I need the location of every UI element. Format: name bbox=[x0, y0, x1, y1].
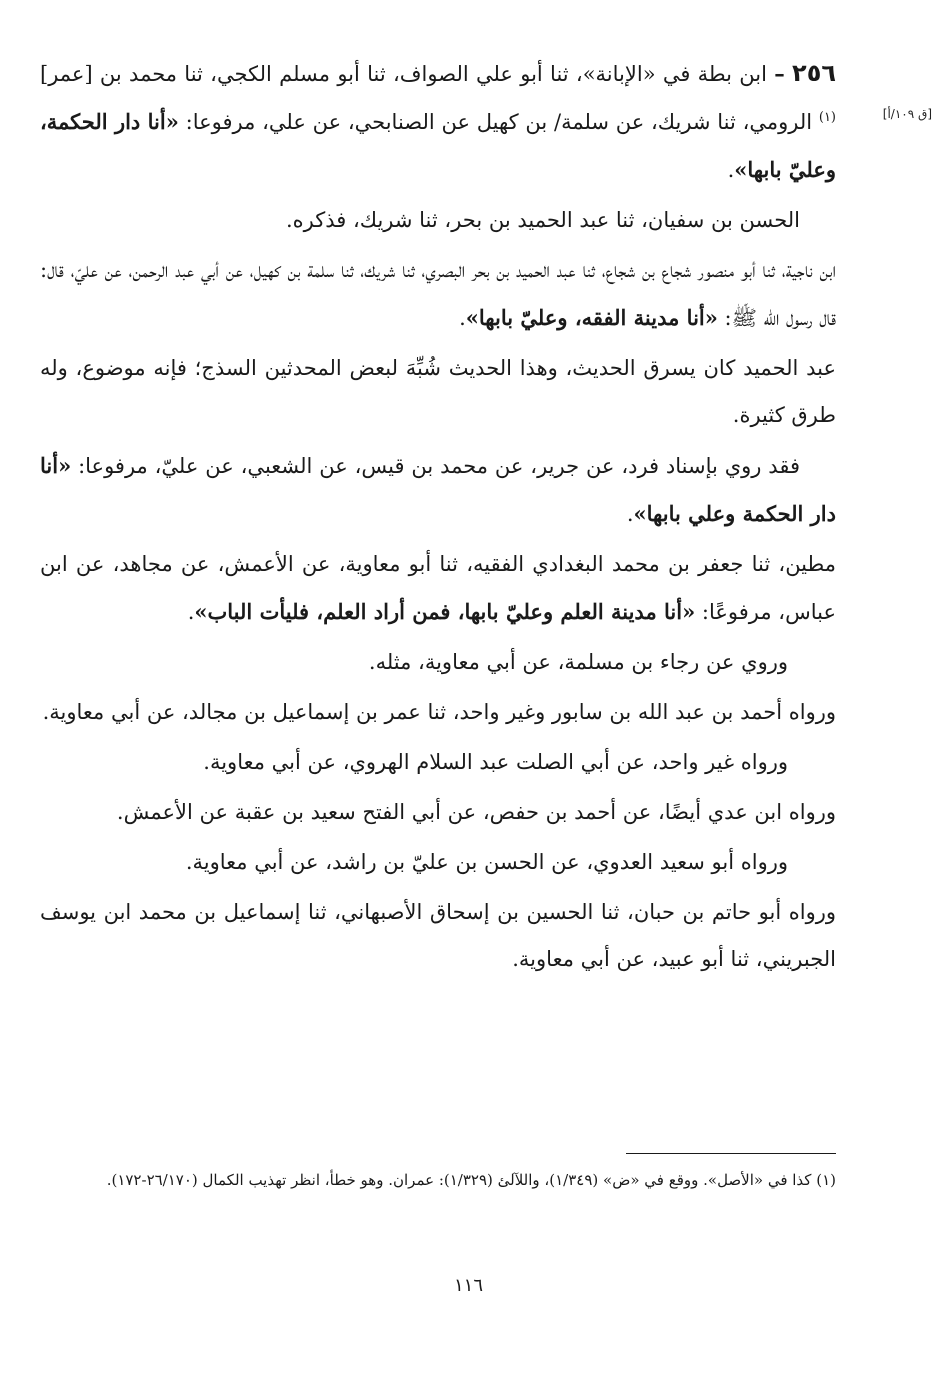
paragraph-text: ورواه أبو حاتم بن حبان، ثنا الحسين بن إسحاق الأصبهاني، ثنا إسماعيل بن محمد ابن يوسف الجبريني، ثنا أبو عبيد، عن أبي معاوية. bbox=[40, 900, 836, 971]
paragraph-text: ورواه أبو سعيد العدوي، عن الحسن بن عليّ بن راشد، عن أبي معاوية. bbox=[185, 850, 788, 874]
hadith-quote: «أنا مدينة الفقه، وعليّ بابها» bbox=[465, 305, 718, 330]
page-number: ١١٦ bbox=[453, 1275, 483, 1296]
paragraph-text: فقد روي بإسناد فرد، عن جرير، عن محمد بن قيس، عن الشعبي، عن عليّ، مرفوعا: bbox=[71, 454, 800, 478]
entry-number: ٢٥٦ bbox=[792, 59, 836, 87]
paragraph-text: ورواه غير واحد، عن أبي الصلت عبد السلام الهروي، عن أبي معاوية. bbox=[203, 750, 788, 774]
paragraph-text: ابن ناجية، ثنا أبو منصور شجاع بن شجاع، ثنا عبد الحميد بن بحر البصري، ثنا شريك، ثنا سلمة بن كهيل، عن أبي عبد الرحمن، عن عليّ، قال: قال رسول الله ﷺ: bbox=[40, 258, 836, 330]
paragraph bbox=[40, 639, 836, 686]
paragraph bbox=[40, 345, 836, 439]
paragraph-text: الرومي، ثنا شريك، عن سلمة/ بن كهيل عن الصنابحي، عن علي، مرفوعا: bbox=[178, 110, 813, 134]
hadith-quote: «أنا مدينة العلم وعليّ بابها، فمن أراد العلم، فليأت الباب» bbox=[194, 599, 696, 624]
hadith-quote: «أنا دار الحكمة وعلي بابها» bbox=[40, 453, 836, 526]
paragraph-text: الحسن بن سفيان، ثنا عبد الحميد بن بحر، ثنا شريك، فذكره. bbox=[285, 208, 800, 232]
manuscript-folio-note: [ق ١٠٩/أ] bbox=[882, 107, 932, 121]
paragraph-text: ورواه أحمد بن عبد الله بن سابور وغير واحد، ثنا عمر بن إسماعيل بن مجالد، عن أبي معاوية. bbox=[42, 700, 836, 724]
paragraph: فقد روي بإسناد فرد، عن جرير، عن محمد بن قيس، عن الشعبي، عن عليّ، مرفوعا: «أنا دار الحكمة وعلي بابها». bbox=[40, 453, 836, 526]
footnote: (١) كذا في «الأصل». ووقع في «ض» (١/٣٤٩)، واللآلئ (١/٣٢٩): عمران. وهو خطأ، انظر تهذيب الكمال (٢٦/١٧٠-١٧٢). bbox=[106, 1171, 836, 1189]
footnote-separator bbox=[626, 1153, 836, 1154]
paragraph-text: ورواه ابن عدي أيضًا، عن أحمد بن حفص، عن أبي الفتح سعيد بن عقبة عن الأعمش. bbox=[116, 800, 836, 824]
entry-dash: – bbox=[774, 61, 785, 86]
paragraph bbox=[40, 789, 836, 836]
paragraph bbox=[40, 197, 836, 244]
hadith-quote: «أنا دار الحكمة، وعليّ بابها» bbox=[40, 109, 836, 182]
paragraph-text: وروي عن رجاء بن مسلمة، عن أبي معاوية، مثله. bbox=[368, 650, 788, 674]
main-text bbox=[40, 50, 836, 986]
paragraph-text: عبد الحميد كان يسرق الحديث، وهذا الحديث شُبِّهَ لبعض المحدثين السذج؛ فإنه موضوع، وله طرق كثيرة. bbox=[40, 356, 836, 427]
paragraph bbox=[40, 739, 836, 786]
paragraph bbox=[40, 839, 836, 886]
paragraph: ابن ناجية، ثنا أبو منصور شجاع بن شجاع، ثنا عبد الحميد بن بحر البصري، ثنا شريك، ثنا سلمة بن كهيل، عن أبي عبد الرحمن، عن عليّ، قال: قال رسول الله ﷺ: «أنا مدينة الفقه، وعليّ بابها». bbox=[40, 258, 836, 330]
paragraph-entry-256: ٢٥٦ – ابن بطة في «الإبانة»، ثنا أبو علي الصواف، ثنا أبو مسلم الكجي، ثنا محمد بن [عمر]$^{(١)}$ الرومي، ثنا شريك، عن سلمة/ بن كهيل عن الصنابحي، عن علي، مرفوعا: «أنا دار الحكمة، وعليّ بابها». bbox=[40, 59, 836, 182]
paragraph-text: مطين، ثنا جعفر بن محمد البغدادي الفقيه، ثنا أبو معاوية، عن الأعمش، عن مجاهد، عن ابن عباس، مرفوعًا: bbox=[40, 552, 836, 624]
paragraph bbox=[40, 689, 836, 736]
footnote-reference: (١) bbox=[818, 110, 836, 125]
paragraph-text: ابن بطة في «الإبانة»، ثنا أبو علي الصواف، ثنا أبو مسلم الكجي، ثنا محمد بن [عمر] bbox=[40, 62, 767, 86]
paragraph: مطين، ثنا جعفر بن محمد البغدادي الفقيه، ثنا أبو معاوية، عن الأعمش، عن مجاهد، عن ابن عباس، مرفوعًا: «أنا مدينة العلم وعليّ بابها، فمن أراد العلم، فليأت الباب». bbox=[40, 552, 836, 624]
paragraph bbox=[40, 889, 836, 983]
